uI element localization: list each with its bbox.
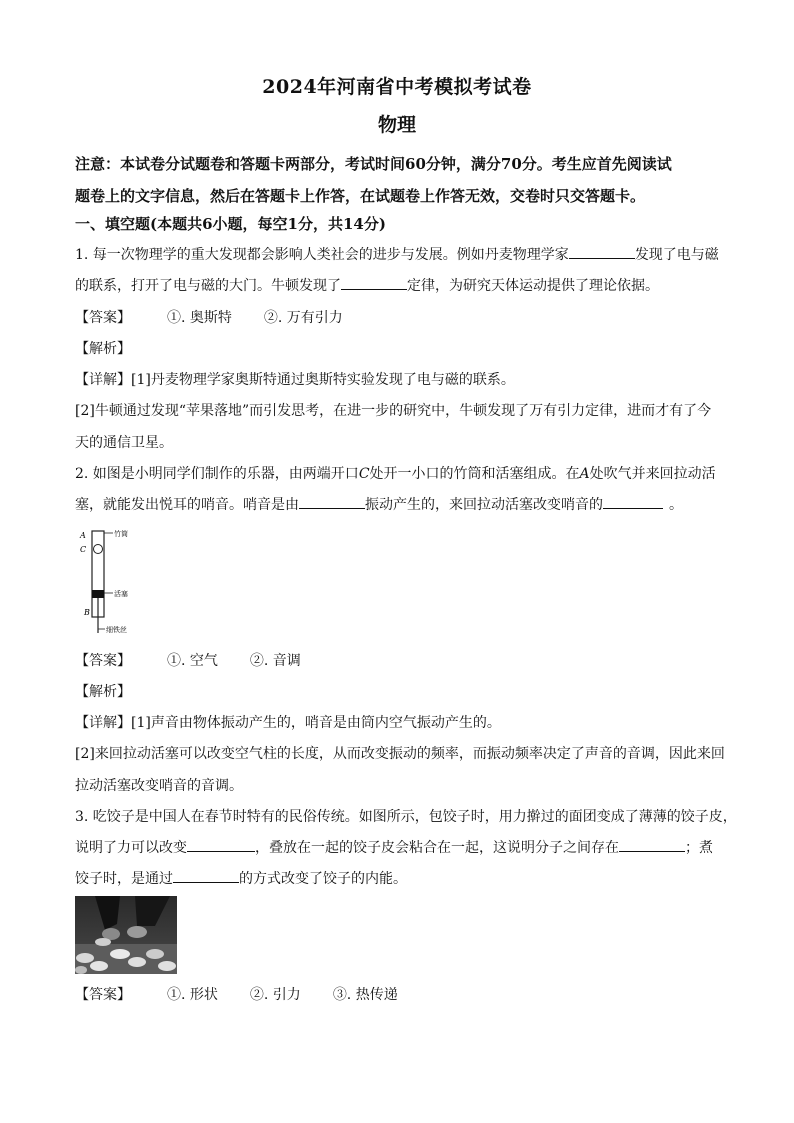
piston xyxy=(92,590,104,598)
q1-text: 定律，为研究天体运动提供了理论依据。 xyxy=(407,278,659,294)
q1-answer-1: ①. 奥斯特 xyxy=(167,310,232,326)
q2-answer-1: ①. 空气 xyxy=(167,653,218,669)
q3-answer xyxy=(75,984,723,1004)
q2-text: 2. 如图是小明同学们制作的乐器，由两端开口 xyxy=(75,466,359,482)
q1-text: 发现了电与磁 xyxy=(634,247,719,263)
q2-detail-3: 拉动活塞改变哨音的音调。 xyxy=(75,778,243,794)
label-wire: 细铁丝 xyxy=(106,626,127,634)
wrapper xyxy=(146,949,164,959)
q3-line-1: 3. 吃饺子是中国人在春节时特有的民俗传统。如图所示，包饺子时，用力擀过的面团变成了薄薄的饺子皮， xyxy=(75,809,737,825)
right-hand xyxy=(127,926,147,938)
q2-text: 。 xyxy=(669,497,683,513)
q3-line-2 xyxy=(75,837,723,857)
q3-text: 饺子时，是通过 xyxy=(75,871,173,887)
q2-detail-text: [1]声音由物体振动产生的，哨音是由筒内空气振动产生的。 xyxy=(131,715,501,731)
label-piston: 活塞 xyxy=(114,590,128,598)
wrapper xyxy=(76,953,94,963)
q2-text: 塞，就能发出悦耳的哨音。哨音是由 xyxy=(75,497,299,513)
wrapper xyxy=(110,949,130,959)
q1-answer-2: ②. 万有引力 xyxy=(263,310,343,326)
label-b: B xyxy=(84,608,90,617)
q1-answer xyxy=(75,307,723,327)
q2-var-c: C xyxy=(358,466,370,482)
q2-answer xyxy=(75,650,723,670)
answer-label: 【答案】 xyxy=(75,987,131,1003)
q1-detail-1 xyxy=(75,369,723,389)
page-title: 2024年河南省中考模拟考试卷 xyxy=(262,76,532,98)
wrapper xyxy=(158,961,176,971)
exam-notice xyxy=(75,148,723,212)
bamboo-tube-figure xyxy=(75,527,165,639)
label-a: A xyxy=(80,531,86,540)
q2-var-a: A xyxy=(579,466,590,482)
q3-blank-1 xyxy=(187,837,255,852)
notice-line-1: 注意：本试卷分试题卷和答题卡两部分，考试时间60分钟，满分70分。考生应首先阅读试 xyxy=(75,155,672,173)
q1-analysis-label: 【解析】 xyxy=(75,341,131,357)
q2-line-2 xyxy=(75,494,723,514)
q1-blank-2 xyxy=(341,275,407,290)
wrapper xyxy=(95,938,111,946)
q3-text: 说明了力可以改变 xyxy=(75,840,187,856)
wrapper xyxy=(90,961,108,971)
q3-text: 的方式改变了饺子的内能。 xyxy=(239,871,407,887)
answer-label: 【答案】 xyxy=(75,310,131,326)
q2-line-1 xyxy=(75,463,723,483)
q3-blank-3 xyxy=(173,868,239,883)
notice-line-2: 题卷上的文字信息，然后在答题卡上作答，在试题卷上作答无效，交卷时只交答题卡。 xyxy=(75,187,646,205)
q2-blank-1 xyxy=(299,494,365,509)
q3-text: ；煮 xyxy=(685,840,713,856)
label-tube: 竹筒 xyxy=(114,530,128,538)
q3-answer-1: ①. 形状 xyxy=(167,987,218,1003)
section-heading: 一、填空题(本题共6小题，每空1分，共14分) xyxy=(75,215,386,233)
q2-text: 处开一小口的竹筒和活塞组成。在 xyxy=(369,466,580,482)
q1-line-2 xyxy=(75,275,723,295)
detail-label: 【详解】 xyxy=(75,372,131,388)
wrapper xyxy=(75,966,87,974)
answer-label: 【答案】 xyxy=(75,653,131,669)
q3-answer-3: ③. 热传递 xyxy=(332,987,398,1003)
q1-text: 的联系，打开了电与磁的大门。牛顿发现了 xyxy=(75,278,341,294)
wrapper xyxy=(128,957,146,967)
q2-detail-2: [2]来回拉动活塞可以改变空气柱的长度，从而改变振动的频率，而振动频率决定了声音的音调，因此来回 xyxy=(75,746,725,762)
dumpling-photo xyxy=(75,896,177,974)
q1-text: 1. 每一次物理学的重大发现都会影响人类社会的进步与发展。例如丹麦物理学家 xyxy=(75,247,569,263)
q2-blank-2 xyxy=(603,494,663,509)
q2-text: 处吹气并来回拉动活 xyxy=(589,466,716,482)
q2-answer-2: ②. 音调 xyxy=(249,653,301,669)
q3-blank-2 xyxy=(619,837,685,852)
q1-line-1 xyxy=(75,244,723,264)
hole-c xyxy=(94,545,103,554)
label-c: C xyxy=(80,545,87,554)
q1-detail-2: [2]牛顿通过发现“苹果落地”而引发思考，在进一步的研究中，牛顿发现了万有引力定律，进而才有了今 xyxy=(75,403,712,419)
q1-blank-1 xyxy=(569,244,635,259)
q3-answer-2: ②. 引力 xyxy=(249,987,301,1003)
q3-text: ，叠放在一起的饺子皮会粘合在一起，这说明分子之间存在 xyxy=(255,840,619,856)
detail-label: 【详解】 xyxy=(75,715,131,731)
q2-analysis-label: 【解析】 xyxy=(75,684,131,700)
q2-detail-1 xyxy=(75,712,723,732)
q2-text: 振动产生的，来回拉动活塞改变哨音的 xyxy=(365,497,603,513)
subject-title: 物理 xyxy=(377,114,416,136)
q3-line-3 xyxy=(75,868,723,888)
q1-detail-3: 天的通信卫星。 xyxy=(75,435,173,451)
q1-detail-text: [1]丹麦物理学家奥斯特通过奥斯特实验发现了电与磁的联系。 xyxy=(131,372,515,388)
